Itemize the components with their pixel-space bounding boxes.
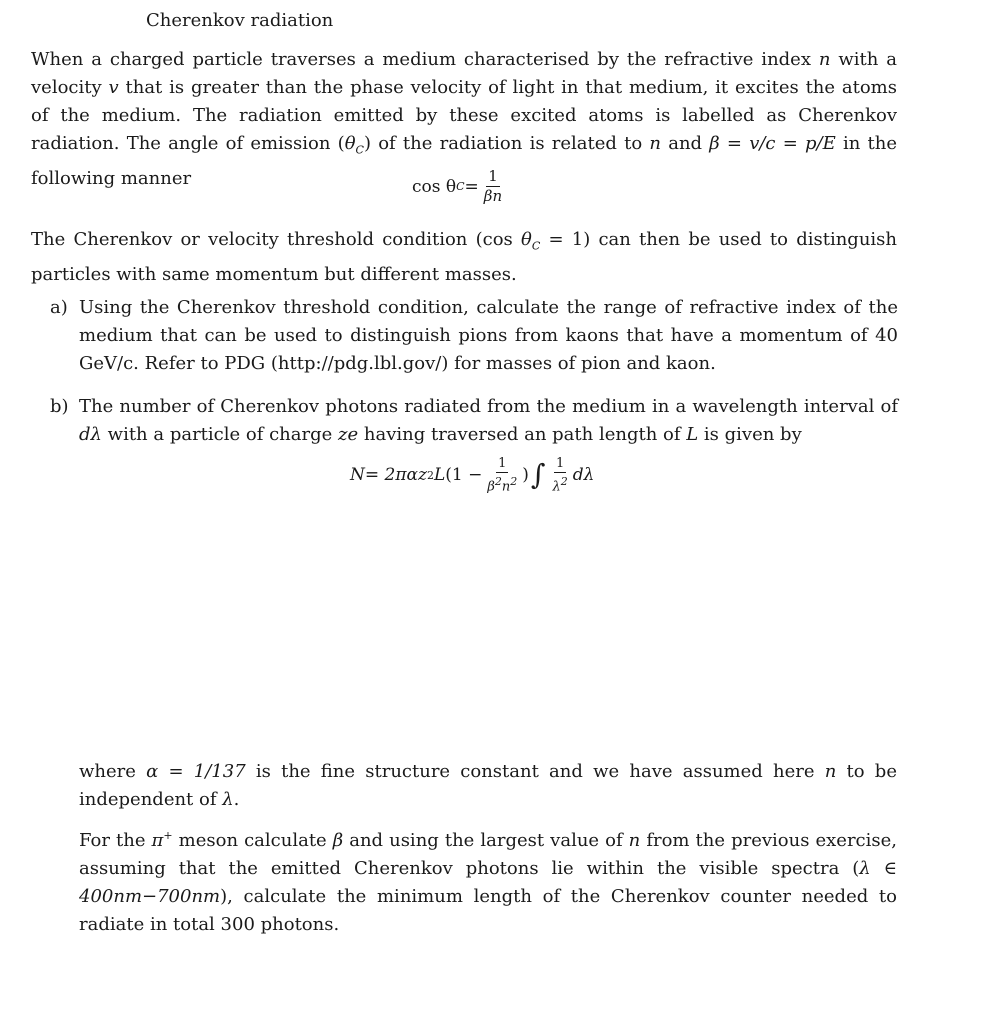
- intro-paragraph: When a charged particle traverses a medium characterised by the refractive index n with a velocity v that is greater than the phase velocity of light in that medium, it excites the atoms of the medium. The radiation emitted by these excited atoms is labelled as Cherenkov radiation. The angle of emission $(\theta_C)$ of the radiation is related to n and β = v/c = p/E in the following manner: [31, 49, 898, 189]
- question-b-text: The number of Cherenkov photons radiated from the medium in a wavelength interval of dλ with a particle of charge ze having traversed an path length of L is given by: [79, 396, 898, 445]
- fraction: $\frac{1}{\lambda^2}$: [552, 456, 568, 495]
- where-paragraph: where α = 1/137 is the fine structure constant and we have assumed here n to be independent of λ.: [79, 761, 897, 810]
- threshold-paragraph: The Cherenkov or velocity threshold condition (cos $\theta_C = 1$) can then be used to distinguish particles with same momentum but different masses.: [31, 229, 897, 285]
- integral-sign: ∫: [530, 458, 546, 492]
- fraction: $\frac{1}{\beta n}$: [483, 167, 503, 205]
- question-a-label: a): [50, 297, 68, 318]
- cherenkov-angle-equation: cos θ C = $\frac{1}{\beta n}$: [412, 167, 503, 205]
- page-title: Cherenkov radiation: [146, 10, 334, 31]
- question-b-label: b): [50, 396, 69, 417]
- question-b: [50, 393, 898, 449]
- question-a-text: Using the Cherenkov threshold condition, calculate the range of refractive index of the medium that can be used to distinguish pions from kaons that have a momentum of 40 GeV/c. Refer to PDG (http://pdg.lbl.gov/) for masses of pion and kaon.: [79, 297, 898, 374]
- fraction: $\frac{1}{\beta^2n^2}$: [487, 456, 518, 495]
- question-a: [50, 294, 898, 378]
- photon-count-equation: N = 2παz 2 L (1 − $\frac{1}{\beta^2n^2}$ ) ∫ $\frac{1}{\lambda^2}$ dλ: [350, 456, 595, 495]
- task-paragraph: For the π+ meson calculate β and using the largest value of n from the previous exercise, assuming that the emitted Cherenkov photons lie within the visible spectra (λ ∈ 400nm−700nm), calculate the minimum length of the Cherenkov counter needed to radiate in total 300 photons.: [79, 829, 897, 935]
